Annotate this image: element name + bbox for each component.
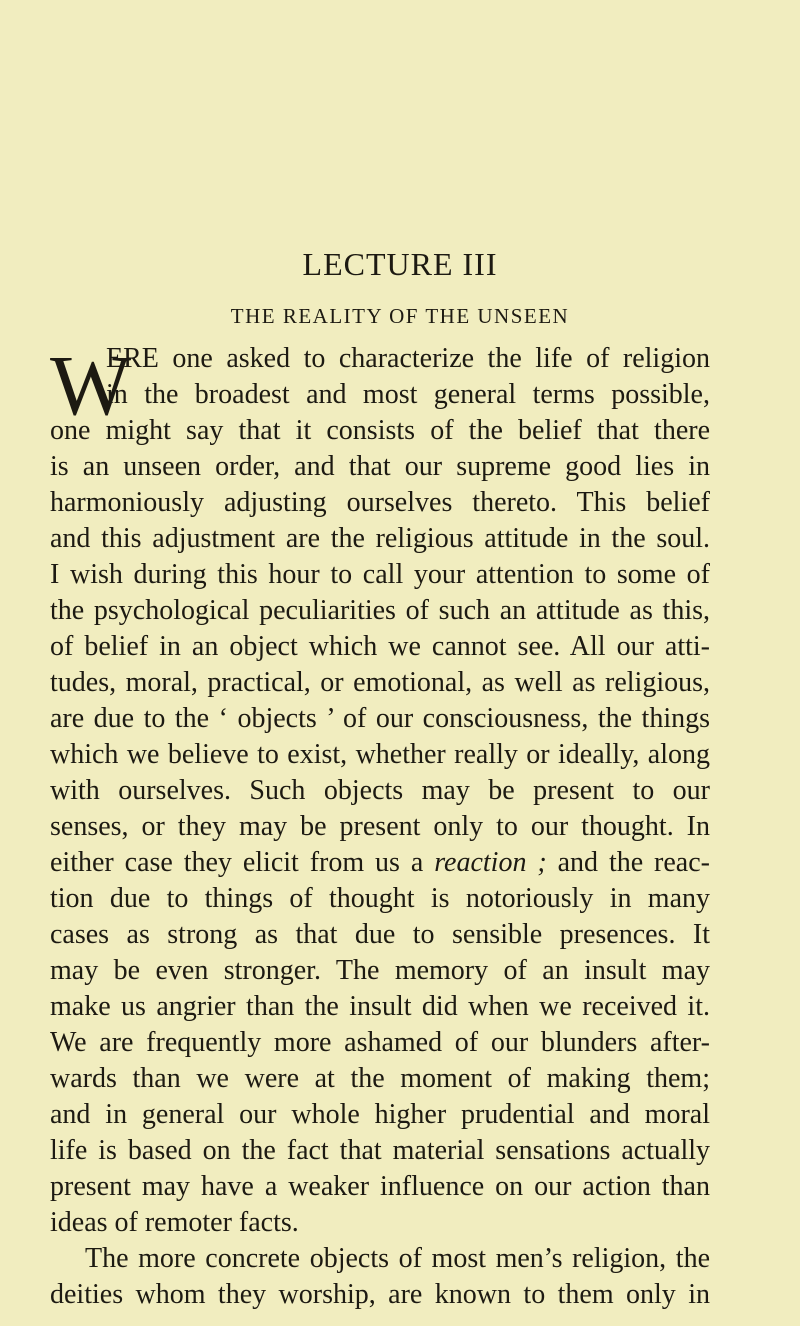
text-line: harmoniously adjusting ourselves thereto. This belief (50, 487, 710, 518)
text-line: tion due to things of thought is notoriously in many (50, 883, 710, 914)
text-line: ideas of remoter facts. (50, 1207, 299, 1238)
lecture-heading: LECTURE III (302, 246, 498, 282)
text-line: and in general our whole higher prudential and moral (50, 1099, 710, 1130)
text-line-with-italic (50, 845, 710, 881)
drop-cap: W (50, 337, 132, 433)
text-line: cases as strong as that due to sensible presences. It (50, 919, 710, 950)
text-line: The more concrete objects of most men’s religion, the (85, 1243, 710, 1274)
text-line: with ourselves. Such objects may be present to our (50, 775, 710, 806)
text-line: may be even stronger. The memory of an insult may (50, 955, 710, 986)
text-line: is an unseen order, and that our supreme good lies in (50, 451, 710, 482)
text-segment: either case they elicit from us a (50, 847, 424, 878)
text-line: I wish during this hour to call your attention to some of (50, 559, 710, 590)
text-segment: and the reac- (557, 847, 710, 878)
text-line: are due to the ‘ objects ’ of our consciousness, the things (50, 703, 710, 734)
text-line: present may have a weaker influence on our action than (50, 1171, 710, 1202)
text-line: one might say that it consists of the belief that there (50, 415, 710, 446)
text-line: of belief in an object which we cannot see. All our atti- (50, 631, 710, 662)
text-line: deities whom they worship, are known to them only in (50, 1279, 710, 1310)
text-line: make us angrier than the insult did when we received it. (50, 991, 710, 1022)
text-line: tudes, moral, practical, or emotional, as well as religious, (50, 667, 710, 698)
italic-term: reaction ; (434, 847, 547, 878)
text-line: We are frequently more ashamed of our blunders after- (50, 1027, 710, 1058)
section-heading: THE REALITY OF THE UNSEEN (230, 304, 570, 328)
text-line: senses, or they may be present only to our thought. In (50, 811, 710, 842)
text-line: ERE one asked to characterize the life of religion (106, 343, 710, 374)
text-line: and this adjustment are the religious attitude in the soul. (50, 523, 710, 554)
text-line: life is based on the fact that material sensations actually (50, 1135, 710, 1166)
text-line: in the broadest and most general terms possible, (106, 379, 710, 410)
text-line: which we believe to exist, whether really or ideally, along (50, 739, 710, 770)
text-line: wards than we were at the moment of making them; (50, 1063, 710, 1094)
text-line: the psychological peculiarities of such an attitude as this, (50, 595, 710, 626)
